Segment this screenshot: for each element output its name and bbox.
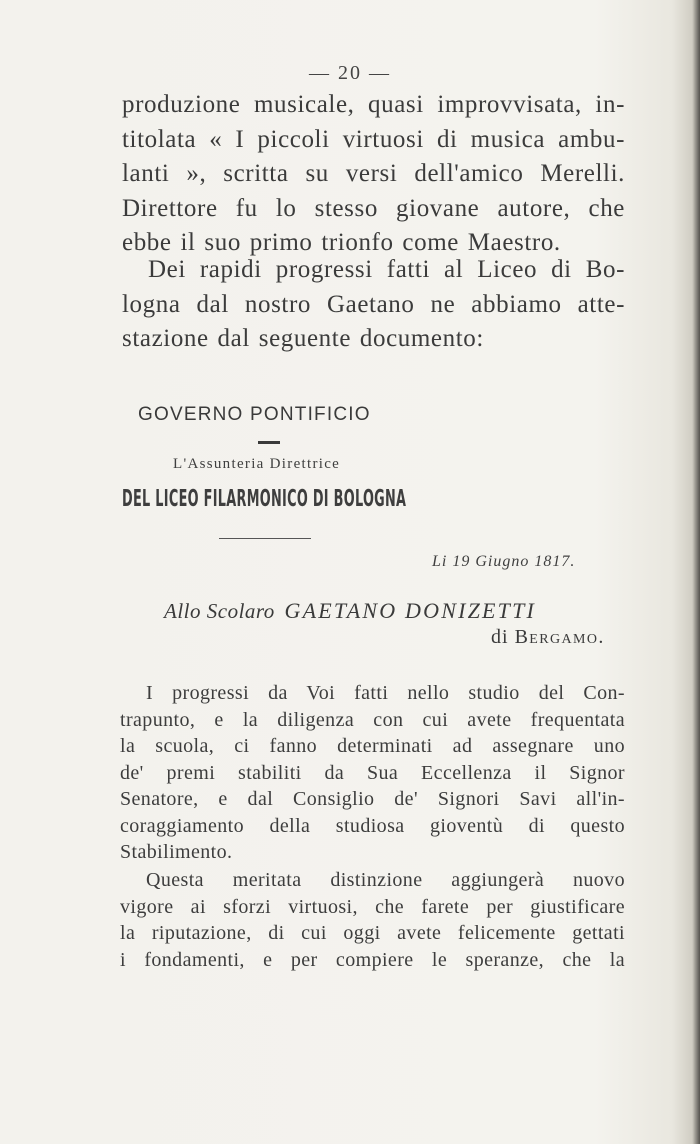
page-edge-shadow [692, 0, 700, 1144]
text-line: de' premi stabiliti da Sua Eccellenza il Signor [120, 761, 625, 784]
text-line: vigore ai sforzi virtuosi, che farete per giustificare [120, 895, 625, 918]
document-paragraph-1 [120, 680, 625, 866]
document-date: Li 19 Giugno 1817. [432, 553, 576, 570]
text-line: logna dal nostro Gaetano ne abbiamo atte- [122, 290, 625, 318]
addressee-city-prefix: di [491, 626, 509, 648]
text-line: produzione musicale, quasi improvvisata, in- [122, 91, 625, 118]
document-authority: L'Assunteria Direttrice [173, 456, 341, 472]
text-line: titolata « I piccoli virtuosi di musica ambu- [122, 125, 625, 153]
text-line: stazione dal seguente documento: [122, 325, 484, 352]
text-line: Questa meritata distinzione aggiungerà nuovo [146, 869, 625, 891]
text-line: lanti », scritta su versi dell'amico Merelli. [122, 160, 625, 187]
heading-divider [258, 441, 280, 444]
addressee-name: GAETANO DONIZETTI [284, 598, 537, 623]
narrative-paragraph-1 [122, 88, 625, 261]
institution-divider [219, 538, 311, 539]
addressee-city [491, 626, 605, 649]
document-addressee [164, 598, 536, 624]
text-line: Direttore fu lo stesso giovane autore, che [122, 194, 625, 222]
document-paragraph-2 [120, 867, 625, 973]
page-number: — 20 — [309, 62, 391, 84]
document-heading: GOVERNO PONTIFICIO [138, 404, 371, 425]
addressee-prefix: Allo Scolaro [164, 599, 275, 623]
narrative-paragraph-2 [122, 253, 625, 357]
document-institution: DEL LICEO FILARMONICO DI BOLOGNA [122, 486, 407, 512]
addressee-city-name: Bergamo. [514, 626, 605, 648]
text-line: i fondamenti, e per compiere le speranze, che la [120, 948, 625, 971]
text-line: trapunto, e la diligenza con cui avete frequentata [120, 708, 625, 731]
text-line: la riputazione, di cui oggi avete felicemente gettati [120, 922, 625, 944]
text-line: I progressi da Voi fatti nello studio del Con- [146, 682, 625, 704]
text-line: la scuola, ci fanno determinati ad assegnare uno [120, 735, 625, 757]
text-line: Dei rapidi progressi fatti al Liceo di Bo- [148, 256, 625, 283]
text-line: coraggiamento della studiosa gioventù di questo [120, 814, 625, 837]
text-line: ebbe il suo primo trionfo come Maestro. [122, 229, 561, 256]
text-line: Senatore, e dal Consiglio de' Signori Savi all'in- [120, 788, 625, 810]
text-line: Stabilimento. [120, 841, 233, 863]
